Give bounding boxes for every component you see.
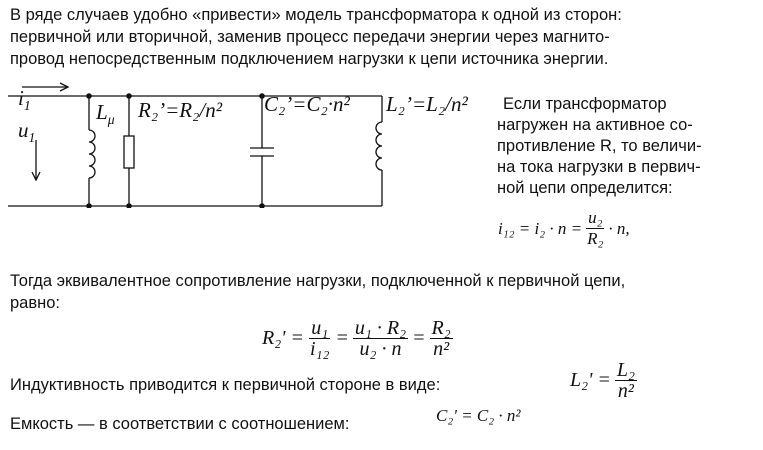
- capacitance-text: Емкость — в соответствии с соотношением:: [10, 415, 350, 433]
- intro-line-1: В ряде случаев удобно «привести» модель трансформатора к одной из сторон:: [10, 6, 622, 24]
- current-label: $i_1$: [18, 86, 31, 114]
- current-fraction: $\frac{\text{u₂}}{\text{R₂}}$: [587, 208, 604, 248]
- l-mu-label: $L_\mu$: [96, 100, 115, 128]
- paragraph-2: [10, 270, 760, 314]
- resistance-fraction-2: $\frac{\text{u₁ · R₂}}{\text{u₂ · n}}$: [354, 317, 407, 360]
- inductance-text: Индуктивность приводится к первичной стороне в виде:: [10, 376, 441, 394]
- side-line-3: противление R, то величи-: [497, 137, 702, 155]
- intro-line-2: первичной или вторичной, заменив процесс передачи энергии через магнито-: [10, 28, 610, 46]
- paragraph-2-line-1: Тогда эквивалентное сопротивление нагрузки, подключенной к первичной цепи,: [10, 272, 626, 290]
- l-mu-coil: [89, 130, 95, 178]
- current-equation: i₁₂ = i₂ · n = $\frac{\text{u₂}}{\text{R₂}}$ · n,: [498, 208, 630, 248]
- resistance-fraction-3: $\frac{\text{R₂}}{\text{n²}}$: [431, 317, 451, 360]
- intro-line-3: провод непосредственным подключением нагрузки к цепи источника энергии.: [10, 50, 609, 68]
- voltage-label: $u_1$: [18, 118, 36, 146]
- c2-label: C₂’=C₂·n²: [264, 92, 350, 116]
- l2-label: L₂’=L₂/n²: [386, 92, 468, 116]
- l2-coil: [376, 122, 382, 170]
- side-line-5: ной цепи определится:: [497, 179, 673, 197]
- inductance-fraction: $\frac{\text{L₂}}{\text{n²}}$: [616, 359, 635, 402]
- side-line-2: нагружен на активное со-: [497, 116, 693, 134]
- inductance-formula: L₂' = $\frac{\text{L₂}}{\text{n²}}$: [570, 359, 635, 402]
- side-line-4: на тока нагрузки в первич-: [497, 158, 701, 176]
- r2-resistor: [124, 136, 134, 168]
- side-text: [497, 94, 757, 199]
- r2-label: R₂’=R₂/n²: [138, 98, 223, 122]
- side-line-1: Если трансформатор: [503, 95, 667, 113]
- paragraph-2-line-2: равно:: [10, 294, 60, 312]
- resistance-equation: R₂' = $\frac{\text{u₁}}{\text{i₁₂}}$ = $\frac{\text{u₁ · R₂}}{\text{u₂ · n}}$ = $\frac{\text{R₂}}{\text{n²}}$: [262, 317, 451, 360]
- intro-paragraph: [10, 4, 760, 70]
- resistance-fraction-1: $\frac{\text{u₁}}{\text{i₁₂}}$: [309, 317, 330, 360]
- capacitance-formula: C₂' = C₂ · n²: [436, 406, 521, 425]
